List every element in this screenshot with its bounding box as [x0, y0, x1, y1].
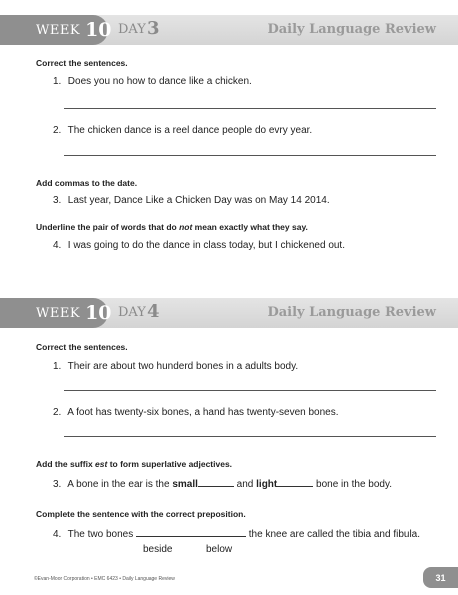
section-title: Daily Language Review	[267, 305, 436, 320]
question-1	[53, 361, 298, 372]
question-number: 4.	[53, 240, 62, 251]
day-number: 3	[147, 18, 160, 39]
question-2	[53, 125, 312, 136]
question-text: The two bones	[67, 529, 134, 540]
week-number: 10	[85, 302, 112, 324]
option-below: below	[206, 544, 233, 555]
answer-line[interactable]	[64, 436, 436, 437]
day3-header	[0, 15, 458, 45]
question-number: 3.	[53, 195, 62, 206]
question-text: the knee are called the tibia and fibula.	[248, 529, 421, 540]
question-number: 4.	[53, 529, 62, 540]
question-text: Does you no how to dance like a chicken.	[67, 76, 252, 87]
day-label: DAY	[118, 22, 146, 37]
adjective-word: small	[172, 479, 198, 490]
question-number: 2.	[53, 125, 62, 136]
question-text: A bone in the ear is the	[67, 479, 173, 490]
question-text: A foot has twenty-six bones, a hand has twenty-seven bones.	[67, 407, 339, 418]
suffix-blank[interactable]	[198, 486, 234, 487]
question-2	[53, 407, 339, 418]
instruction-preposition: Complete the sentence with the correct preposition.	[36, 509, 246, 519]
question-text: Last year, Dance Like a Chicken Day was on May 14 2014.	[67, 195, 330, 206]
answer-line[interactable]	[64, 108, 436, 109]
instruction-text: Underline the pair of words that do	[36, 222, 180, 232]
suffix-blank[interactable]	[277, 486, 313, 487]
instruction-underline	[36, 222, 308, 232]
instruction-text: Add the suffix	[36, 459, 96, 469]
preposition-blank[interactable]	[136, 536, 246, 537]
day-label: DAY	[118, 305, 146, 320]
question-number: 1.	[53, 76, 62, 87]
question-text: The chicken dance is a reel dance people do evry year.	[67, 125, 313, 136]
question-3	[53, 195, 330, 206]
week-tab	[0, 15, 112, 45]
instruction-emphasis: est	[95, 459, 108, 469]
footer-credit: ©Evan-Moor Corporation • EMC 6423 • Daily Language Review	[34, 576, 175, 582]
instruction-correct-sentences: Correct the sentences.	[36, 58, 128, 68]
instruction-add-suffix	[36, 459, 232, 469]
option-beside: beside	[143, 544, 173, 555]
question-4	[53, 529, 420, 540]
question-1	[53, 76, 252, 87]
instruction-correct-sentences: Correct the sentences.	[36, 342, 128, 352]
answer-line[interactable]	[64, 155, 436, 156]
instruction-emphasis: not	[179, 222, 193, 232]
question-4	[53, 240, 345, 251]
question-text: Their are about two hunderd bones in a adults body.	[67, 361, 299, 372]
question-3	[53, 479, 392, 490]
question-number: 2.	[53, 407, 62, 418]
answer-line[interactable]	[64, 390, 436, 391]
question-number: 1.	[53, 361, 62, 372]
instruction-text: mean exactly what they say.	[192, 222, 308, 232]
instruction-text: to form superlative adjectives.	[107, 459, 233, 469]
question-text: bone in the body.	[313, 479, 393, 490]
day-number: 4	[147, 301, 160, 322]
question-text: and	[233, 479, 257, 490]
week-label: WEEK	[36, 22, 81, 38]
day4-header	[0, 298, 458, 328]
week-number: 10	[85, 19, 112, 41]
question-text: I was going to do the dance in class today, but I chickened out.	[67, 240, 345, 251]
section-title: Daily Language Review	[267, 22, 436, 37]
week-label: WEEK	[36, 305, 81, 321]
page-number: 31	[423, 567, 458, 588]
question-number: 3.	[53, 479, 62, 490]
instruction-add-commas: Add commas to the date.	[36, 178, 138, 188]
week-tab	[0, 298, 112, 328]
adjective-word: light	[256, 479, 278, 490]
